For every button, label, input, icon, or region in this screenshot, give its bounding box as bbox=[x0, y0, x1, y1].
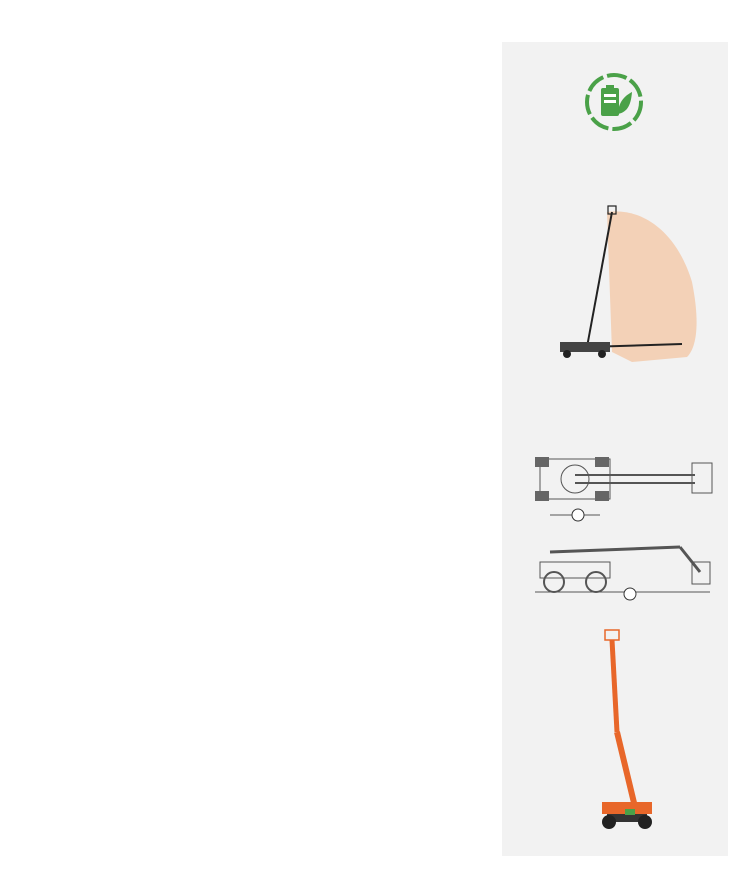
wheel bbox=[563, 350, 571, 358]
electric-power-icon bbox=[584, 72, 644, 132]
wheel bbox=[598, 350, 606, 358]
working-envelope bbox=[607, 211, 697, 362]
lower-boom bbox=[587, 212, 612, 347]
working-range-chart bbox=[512, 172, 722, 402]
side-view-drawing bbox=[530, 532, 720, 602]
machine-photo bbox=[587, 622, 677, 837]
right-panel bbox=[502, 42, 728, 856]
top-view-drawing bbox=[530, 447, 720, 527]
